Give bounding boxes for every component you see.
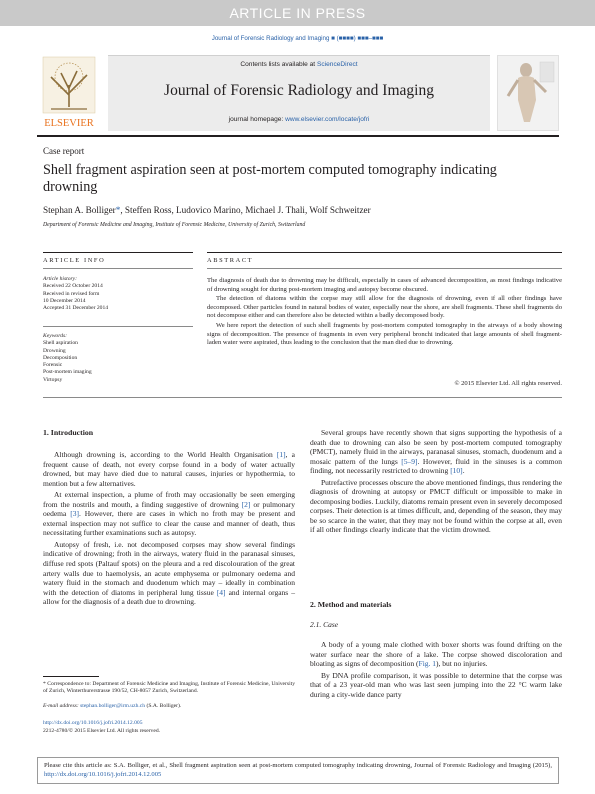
citation-text: Please cite this article as: S.A. Bolliger, et al., Shell fragment aspiration seen at post-mortem computed tomography indicating drowning, Journal of Forensic Radiology and Imaging (2015),	[44, 762, 552, 769]
subsection-heading-case: 2.1. Case	[310, 620, 339, 629]
email-suffix: (S.A. Bolliger).	[145, 703, 182, 709]
keyword: Drowning	[43, 347, 66, 354]
homepage-line	[108, 116, 490, 123]
keywords-block	[43, 333, 193, 384]
abstract-copyright: © 2015 Elsevier Ltd. All rights reserved.	[454, 380, 562, 387]
abstract-paragraph: The diagnosis of death due to drowning may be difficult, especially in cases of advanced decomposition, as most findings indicative of drowning sought for during post-mortem imaging and autopsy become obscured.	[207, 277, 562, 293]
citation-link[interactable]: [1]	[276, 450, 286, 459]
body-paragraph: Several groups have recently shown that signs supporting the hypothesis of a death due to drowning can also be seen by post-mortem computed tomography (PMCT), namely fluid in the airways, paranasal sinuses, stomach, duodenum and a mosaic pattern of the lungs [5–9]. However, fluid in the sinuses is a common finding, not necessarily restricted to drowning [10].	[310, 428, 562, 476]
contents-prefix: Contents lists available at	[240, 61, 317, 68]
front-matter-rule-bottom	[43, 397, 562, 398]
article-type: Case report	[43, 146, 85, 156]
article-in-press-banner: ARTICLE IN PRESS	[0, 0, 595, 26]
journal-cover-image	[497, 55, 559, 131]
citation-doi-link[interactable]: http://dx.doi.org/10.1016/j.jofri.2014.12.005	[44, 771, 162, 779]
journal-homepage-link[interactable]: www.elsevier.com/locate/jofri	[285, 116, 370, 123]
keyword: Shell aspiration	[43, 340, 78, 347]
right-column-body-bottom	[310, 640, 562, 701]
abstract-heading: ABSTRACT	[207, 257, 254, 264]
history-item: Received in revised form	[43, 290, 100, 297]
corresponding-author-mark[interactable]: *	[115, 205, 121, 215]
article-history	[43, 276, 193, 312]
citation-link[interactable]: [10]	[450, 466, 463, 476]
contents-line	[108, 61, 490, 68]
body-paragraph: By DNA profile comparison, it was possible to determine that the corpse was that of a 23 year-old man who was last seen jumping into the 22 °C warm lake during a city-wide dance party	[310, 670, 562, 699]
affiliation: Department of Forensic Medicine and Imaging, Institute of Forensic Medicine, University of Zurich, Switzerland	[43, 222, 306, 228]
elsevier-logo	[37, 55, 101, 131]
journal-masthead	[108, 55, 490, 131]
keywords-divider	[43, 326, 193, 327]
keyword: Forensic	[43, 362, 63, 369]
correspondence-footnote: * Correspondence to: Department of Forensic Medicine and Imaging, Institute of Forensic Medicine, University of Zurich, Winterthurerstrasse 190/52, CH-8057 Zurich, Switzerland.	[43, 681, 295, 695]
abstract-rule-mid	[207, 268, 562, 269]
abstract-body	[207, 277, 562, 349]
article-info-rule-top	[43, 252, 193, 253]
history-item: Accepted 31 December 2014	[43, 305, 109, 312]
left-column-body	[43, 450, 295, 609]
citation-link[interactable]: [3]	[70, 509, 79, 519]
homepage-prefix: journal homepage:	[228, 116, 286, 123]
history-item: 10 December 2014	[43, 297, 86, 304]
abstract-rule-top	[207, 252, 562, 253]
right-column-body-top	[310, 428, 562, 537]
keyword: Decomposition	[43, 354, 78, 361]
article-info-rule-mid	[43, 268, 193, 269]
body-paragraph: At external inspection, a plume of froth may occasionally be seen emerging from the nostrils and mouth, a finding suggestive of drowning [2] or pulmonary oedema [3]. However, there are cases in which no froth may be present and external inspection may not suffice to clear the cause and manner of death, thus necessitating further examinations such as autopsy.	[43, 490, 295, 538]
keyword: Post-mortem imaging	[43, 369, 92, 376]
citation-link[interactable]: [2]	[241, 499, 251, 509]
header-divider	[37, 135, 559, 137]
history-item: Received 22 October 2014	[43, 283, 103, 290]
footnote-divider	[43, 676, 99, 677]
citation-link[interactable]: [4]	[216, 587, 226, 597]
author-list	[43, 205, 563, 215]
keyword: Virtopsy	[43, 376, 63, 383]
article-title: Shell fragment aspiration seen at post-mortem computed tomography indicating drowning	[43, 162, 497, 195]
email-footnote	[43, 703, 295, 710]
body-paragraph: Putrefactive processes obscure the above mentioned findings, thus rendering the diagnosis of drowning at autopsy or PMCT difficult or impossible to make in decomposing bodies. Luckily, diatoms remain present even in severely decomposed corpses. Their detection is at times difficult, and, depending of the season, they may be so scarce in the water, that they may not be found within the corpse at all, even if all other findings clearly indicate that the victim drowned.	[310, 477, 562, 535]
email-label: E-mail address:	[43, 703, 81, 709]
body-paragraph: A body of a young male clothed with boxer shorts was found drifting on the water surface near the shore of a lake. The corpse showed discoloration and bloating as signs of decomposition (Fig. 1), but no injuries.	[310, 640, 562, 669]
email-link[interactable]: stephan.bolliger@irm.uzh.ch	[80, 703, 146, 709]
journal-reference-link[interactable]: Journal of Forensic Radiology and Imaging ■ (■■■■) ■■■–■■■	[211, 35, 384, 42]
figure-link[interactable]: Fig. 1	[418, 659, 437, 669]
citation-link[interactable]: [5–9]	[401, 456, 418, 466]
co-authors: , Steffen Ross, Ludovico Marino, Michael J. Thali, Wolf Schweitzer	[120, 205, 371, 215]
body-paragraph: Although drowning is, according to the World Health Organisation [1], a frequent cause of death, not every corpse found in a body of water actually drowned, but may have died due to natural causes, injuries or hypothermia, to mention but a few alternatives.	[43, 450, 295, 488]
article-info-heading: ARTICLE INFO	[43, 257, 106, 264]
journal-header	[37, 55, 559, 131]
keywords-label: Keywords:	[43, 333, 68, 339]
history-label: Article history:	[43, 276, 78, 282]
doi-link[interactable]: http://dx.doi.org/10.1016/j.jofri.2014.12.005	[43, 720, 143, 726]
abstract-paragraph: The detection of diatoms within the corpse may still allow for the diagnosis of drowning, even if all other findings have decomposed. Other particles found in natural bodies of water, especially near the shore, are shell fragments. These shell fragments do not decompose either and can therefore also be detected within a badly decomposed body.	[207, 295, 562, 320]
section-heading-methods: 2. Method and materials	[310, 600, 392, 609]
journal-title: Journal of Forensic Radiology and Imaging	[164, 82, 434, 99]
issn-copyright: 2212-4780/© 2015 Elsevier Ltd. All rights reserved.	[43, 728, 161, 734]
citation-notice	[37, 757, 559, 784]
abstract-paragraph: We here report the detection of such shell fragments by post-mortem computed tomography in the airways of a body showing signs of decomposition. The presence of fragments in even very peripheral bronchi indicated that large amounts of shell fragment-laden water were aspirated, thus leading to the conclusion that the man died due to drowning.	[207, 321, 562, 347]
section-heading-introduction: 1. Introduction	[43, 428, 94, 437]
elsevier-wordmark: ELSEVIER	[44, 118, 94, 129]
body-paragraph: Autopsy of fresh, i.e. not decomposed corpses may show several findings indicative of drowning; froth in the airways, watery fluid in the paranasal sinuses, diffuse red spots (Paltauf spots) on the pleura and a red discolouration of the great artery walls due to haemolysis, an acute emphysema or pulmonary oedema and watery fluid in the stomach and duodenum which may – ideally in combination with the detection of diatoms in peripheral lung tissue [4] and internal organs – allow for the diagnosis of a death due to drowning.	[43, 539, 295, 607]
corresponding-author[interactable]: Stephan A. Bolliger	[43, 205, 116, 215]
sciencedirect-link[interactable]: ScienceDirect	[316, 61, 358, 68]
